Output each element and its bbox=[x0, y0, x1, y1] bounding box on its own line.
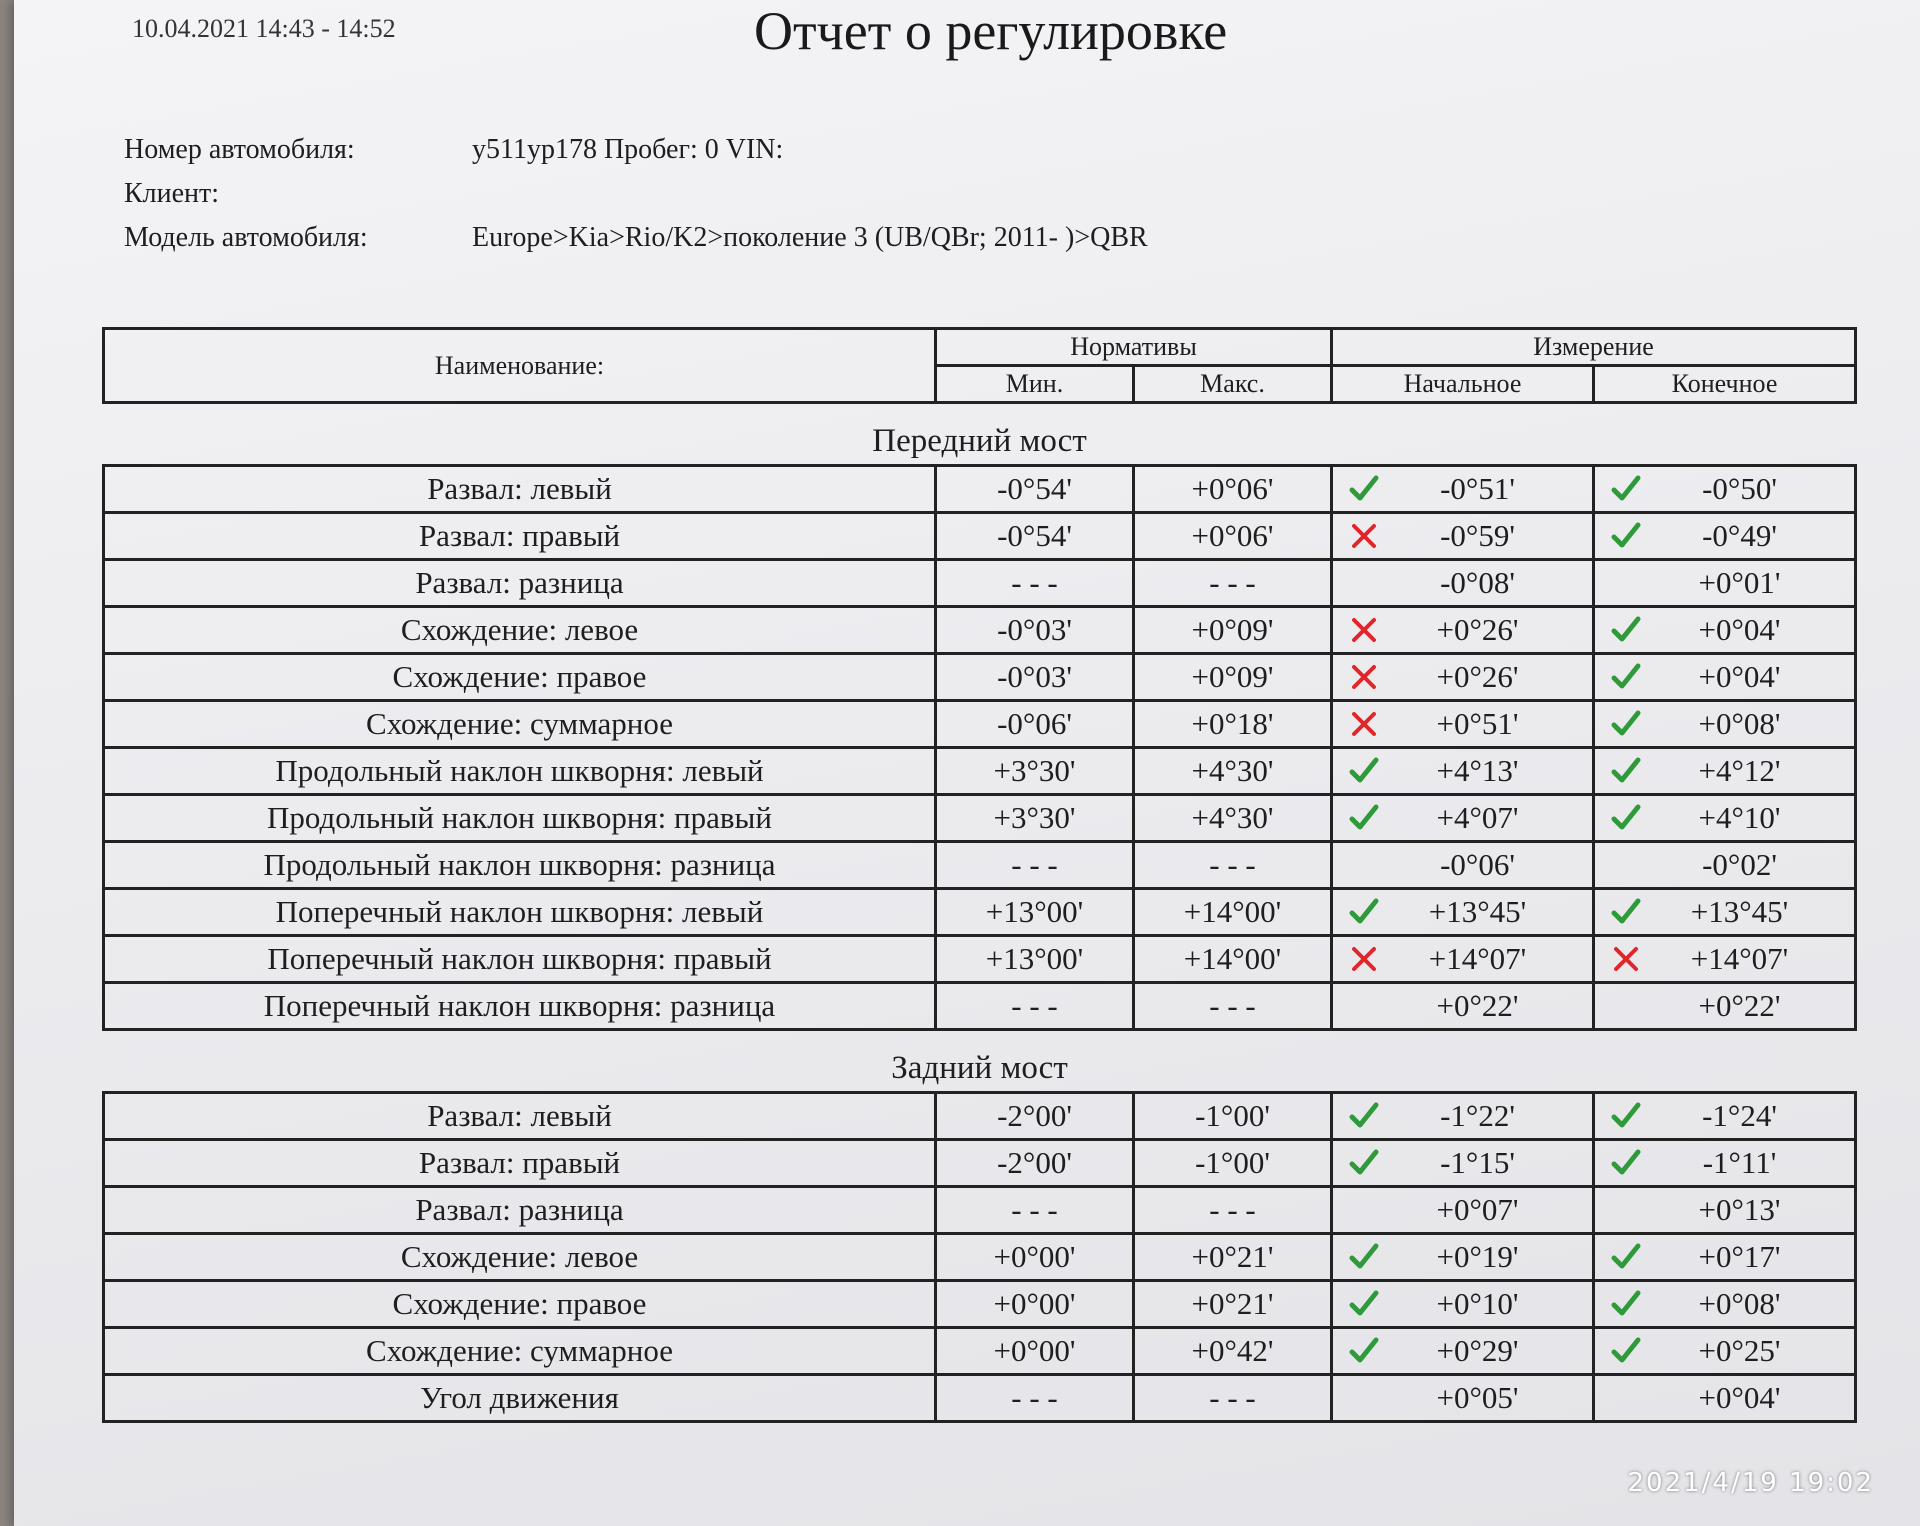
final-measurement bbox=[1594, 466, 1856, 513]
parameter-name: Развал: разница bbox=[104, 1187, 936, 1234]
parameter-name: Угол движения bbox=[104, 1375, 936, 1422]
final-measurement-value: +0°08' bbox=[1698, 1286, 1781, 1321]
check-icon bbox=[1609, 801, 1643, 835]
min-value: +13°00' bbox=[936, 889, 1134, 936]
final-measurement-value: +14°07' bbox=[1690, 941, 1789, 976]
check-icon bbox=[1609, 1146, 1643, 1180]
parameter-name: Развал: левый bbox=[104, 466, 936, 513]
initial-measurement bbox=[1332, 513, 1594, 560]
initial-measurement-value: -0°08' bbox=[1440, 565, 1515, 600]
rear-axle-title: Задний мост bbox=[104, 1030, 1856, 1093]
cross-icon bbox=[1347, 942, 1381, 976]
min-value: - - - bbox=[936, 1187, 1134, 1234]
min-value: - - - bbox=[936, 842, 1134, 889]
initial-measurement bbox=[1332, 748, 1594, 795]
max-value: - - - bbox=[1134, 560, 1332, 607]
cross-icon bbox=[1347, 519, 1381, 553]
front-table-row bbox=[104, 513, 1856, 560]
initial-measurement bbox=[1332, 795, 1594, 842]
check-icon bbox=[1347, 801, 1381, 835]
initial-column-header: Начальное bbox=[1332, 366, 1594, 403]
final-measurement-value: +0°08' bbox=[1698, 706, 1781, 741]
check-icon bbox=[1609, 1334, 1643, 1368]
initial-measurement-value: -1°22' bbox=[1440, 1098, 1515, 1133]
check-icon bbox=[1609, 519, 1643, 553]
initial-measurement-value: +0°51' bbox=[1436, 706, 1519, 741]
initial-measurement bbox=[1332, 1140, 1594, 1187]
max-value: +4°30' bbox=[1134, 748, 1332, 795]
initial-measurement bbox=[1332, 936, 1594, 983]
cross-icon bbox=[1609, 942, 1643, 976]
min-value: -0°03' bbox=[936, 654, 1134, 701]
max-value: +0°42' bbox=[1134, 1328, 1332, 1375]
max-value: +0°18' bbox=[1134, 701, 1332, 748]
initial-measurement-value: +0°05' bbox=[1436, 1380, 1519, 1415]
front-table-row bbox=[104, 701, 1856, 748]
parameter-name: Продольный наклон шкворня: разница bbox=[104, 842, 936, 889]
initial-measurement-value: +0°29' bbox=[1436, 1333, 1519, 1368]
rear-table-row bbox=[104, 1328, 1856, 1375]
check-icon bbox=[1347, 1334, 1381, 1368]
final-measurement bbox=[1594, 1281, 1856, 1328]
check-icon bbox=[1609, 472, 1643, 506]
min-value: -0°03' bbox=[936, 607, 1134, 654]
check-icon bbox=[1347, 1146, 1381, 1180]
front-table-row bbox=[104, 748, 1856, 795]
parameter-name: Схождение: суммарное bbox=[104, 701, 936, 748]
initial-measurement-value: -0°51' bbox=[1440, 471, 1515, 506]
front-table-row bbox=[104, 560, 1856, 607]
initial-measurement-value: +0°10' bbox=[1436, 1286, 1519, 1321]
final-measurement-value: +4°12' bbox=[1698, 753, 1781, 788]
final-measurement-value: +0°01' bbox=[1698, 565, 1781, 600]
final-measurement bbox=[1594, 889, 1856, 936]
min-value: - - - bbox=[936, 560, 1134, 607]
check-icon bbox=[1609, 1287, 1643, 1321]
vehicle-info bbox=[124, 128, 1148, 260]
initial-measurement bbox=[1332, 842, 1594, 889]
initial-measurement bbox=[1332, 701, 1594, 748]
final-measurement bbox=[1594, 1140, 1856, 1187]
front-axle-section bbox=[104, 403, 1856, 1030]
max-value: +14°00' bbox=[1134, 889, 1332, 936]
final-measurement-value: +0°04' bbox=[1698, 659, 1781, 694]
final-measurement-value: +13°45' bbox=[1690, 894, 1789, 929]
final-measurement bbox=[1594, 654, 1856, 701]
name-column-header: Наименование: bbox=[104, 329, 936, 403]
alignment-table bbox=[102, 327, 1857, 1423]
final-measurement bbox=[1594, 1234, 1856, 1281]
norms-header: Нормативы bbox=[936, 329, 1332, 366]
max-value: +14°00' bbox=[1134, 936, 1332, 983]
final-measurement bbox=[1594, 1187, 1856, 1234]
check-icon bbox=[1609, 1099, 1643, 1133]
final-measurement-value: -1°11' bbox=[1702, 1145, 1777, 1180]
final-measurement bbox=[1594, 560, 1856, 607]
front-table-row bbox=[104, 842, 1856, 889]
max-value: +4°30' bbox=[1134, 795, 1332, 842]
parameter-name: Схождение: правое bbox=[104, 654, 936, 701]
check-icon bbox=[1609, 707, 1643, 741]
max-value: - - - bbox=[1134, 842, 1332, 889]
min-value: -0°54' bbox=[936, 513, 1134, 560]
min-value: +0°00' bbox=[936, 1281, 1134, 1328]
front-table-row bbox=[104, 607, 1856, 654]
max-value: - - - bbox=[1134, 1187, 1332, 1234]
final-measurement-value: -0°02' bbox=[1702, 847, 1777, 882]
front-axle-title: Передний мост bbox=[104, 403, 1856, 466]
min-value: -0°06' bbox=[936, 701, 1134, 748]
check-icon bbox=[1609, 895, 1643, 929]
check-icon bbox=[1347, 1240, 1381, 1274]
final-measurement bbox=[1594, 842, 1856, 889]
parameter-name: Схождение: левое bbox=[104, 607, 936, 654]
client-label: Клиент: bbox=[124, 178, 220, 209]
client-row bbox=[124, 172, 1148, 216]
table-header bbox=[104, 329, 1856, 403]
report-datetime: 10.04.2021 14:43 - 14:52 bbox=[132, 14, 396, 43]
final-measurement-value: -0°49' bbox=[1702, 518, 1777, 553]
initial-measurement-value: -0°59' bbox=[1440, 518, 1515, 553]
final-measurement-value: +0°17' bbox=[1698, 1239, 1781, 1274]
check-icon bbox=[1609, 613, 1643, 647]
initial-measurement-value: +0°26' bbox=[1436, 659, 1519, 694]
max-value: +0°06' bbox=[1134, 466, 1332, 513]
min-column-header: Мин. bbox=[936, 366, 1134, 403]
initial-measurement-value: +14°07' bbox=[1428, 941, 1527, 976]
check-icon bbox=[1347, 1287, 1381, 1321]
initial-measurement bbox=[1332, 983, 1594, 1030]
initial-measurement bbox=[1332, 466, 1594, 513]
initial-measurement-value: +0°26' bbox=[1436, 612, 1519, 647]
initial-measurement-value: +0°19' bbox=[1436, 1239, 1519, 1274]
min-value: +13°00' bbox=[936, 936, 1134, 983]
max-value: -1°00' bbox=[1134, 1093, 1332, 1140]
parameter-name: Схождение: левое bbox=[104, 1234, 936, 1281]
final-column-header: Конечное bbox=[1594, 366, 1856, 403]
final-measurement bbox=[1594, 748, 1856, 795]
parameter-name: Схождение: суммарное bbox=[104, 1328, 936, 1375]
final-measurement-value: +0°04' bbox=[1698, 1380, 1781, 1415]
plate-row bbox=[124, 128, 1148, 172]
model-value: Europe>Kia>Rio/K2>поколение 3 (UB/QBr; 2011- )>QBR bbox=[472, 222, 1148, 253]
parameter-name: Поперечный наклон шкворня: разница bbox=[104, 983, 936, 1030]
parameter-name: Развал: левый bbox=[104, 1093, 936, 1140]
parameter-name: Продольный наклон шкворня: правый bbox=[104, 795, 936, 842]
initial-measurement bbox=[1332, 1234, 1594, 1281]
cross-icon bbox=[1347, 613, 1381, 647]
max-value: +0°21' bbox=[1134, 1281, 1332, 1328]
check-icon bbox=[1347, 1099, 1381, 1133]
min-value: +0°00' bbox=[936, 1328, 1134, 1375]
min-value: -2°00' bbox=[936, 1093, 1134, 1140]
front-table-row bbox=[104, 466, 1856, 513]
rear-table-row bbox=[104, 1140, 1856, 1187]
rear-table-row bbox=[104, 1281, 1856, 1328]
front-table-row bbox=[104, 795, 1856, 842]
rear-axle-section bbox=[104, 1030, 1856, 1422]
max-value: +0°09' bbox=[1134, 607, 1332, 654]
front-table-row bbox=[104, 889, 1856, 936]
plate-value: у511ур178 Пробег: 0 VIN: bbox=[472, 134, 784, 165]
rear-table-row bbox=[104, 1234, 1856, 1281]
parameter-name: Поперечный наклон шкворня: левый bbox=[104, 889, 936, 936]
initial-measurement bbox=[1332, 1375, 1594, 1422]
min-value: -0°54' bbox=[936, 466, 1134, 513]
measurement-header: Измерение bbox=[1332, 329, 1856, 366]
initial-measurement-value: -1°15' bbox=[1440, 1145, 1515, 1180]
initial-measurement-value: +0°07' bbox=[1436, 1192, 1519, 1227]
front-table-row bbox=[104, 936, 1856, 983]
initial-measurement-value: +0°22' bbox=[1436, 988, 1519, 1023]
photo-timestamp: 2021/4/19 19:02 bbox=[1627, 1468, 1874, 1498]
initial-measurement-value: +4°07' bbox=[1436, 800, 1519, 835]
initial-measurement bbox=[1332, 1281, 1594, 1328]
front-table-row bbox=[104, 654, 1856, 701]
parameter-name: Развал: правый bbox=[104, 513, 936, 560]
parameter-name: Продольный наклон шкворня: левый bbox=[104, 748, 936, 795]
final-measurement bbox=[1594, 513, 1856, 560]
final-measurement bbox=[1594, 1093, 1856, 1140]
final-measurement bbox=[1594, 701, 1856, 748]
min-value: - - - bbox=[936, 983, 1134, 1030]
model-label: Модель автомобиля: bbox=[124, 222, 368, 253]
max-value: - - - bbox=[1134, 983, 1332, 1030]
initial-measurement bbox=[1332, 560, 1594, 607]
parameter-name: Развал: правый bbox=[104, 1140, 936, 1187]
final-measurement-value: +0°22' bbox=[1698, 988, 1781, 1023]
final-measurement bbox=[1594, 1375, 1856, 1422]
check-icon bbox=[1609, 754, 1643, 788]
max-value: +0°21' bbox=[1134, 1234, 1332, 1281]
final-measurement-value: +0°13' bbox=[1698, 1192, 1781, 1227]
initial-measurement bbox=[1332, 1328, 1594, 1375]
initial-measurement bbox=[1332, 654, 1594, 701]
final-measurement-value: +0°25' bbox=[1698, 1333, 1781, 1368]
min-value: +3°30' bbox=[936, 795, 1134, 842]
check-icon bbox=[1347, 895, 1381, 929]
cross-icon bbox=[1347, 660, 1381, 694]
final-measurement-value: -1°24' bbox=[1702, 1098, 1777, 1133]
initial-measurement bbox=[1332, 1093, 1594, 1140]
check-icon bbox=[1347, 754, 1381, 788]
initial-measurement-value: -0°06' bbox=[1440, 847, 1515, 882]
final-measurement bbox=[1594, 607, 1856, 654]
initial-measurement bbox=[1332, 607, 1594, 654]
final-measurement-value: -0°50' bbox=[1702, 471, 1777, 506]
min-value: - - - bbox=[936, 1375, 1134, 1422]
check-icon bbox=[1609, 1240, 1643, 1274]
initial-measurement bbox=[1332, 889, 1594, 936]
max-column-header: Макс. bbox=[1134, 366, 1332, 403]
initial-measurement-value: +13°45' bbox=[1428, 894, 1527, 929]
final-measurement bbox=[1594, 936, 1856, 983]
min-value: -2°00' bbox=[936, 1140, 1134, 1187]
parameter-name: Развал: разница bbox=[104, 560, 936, 607]
parameter-name: Схождение: правое bbox=[104, 1281, 936, 1328]
final-measurement bbox=[1594, 1328, 1856, 1375]
rear-table-row bbox=[104, 1375, 1856, 1422]
initial-measurement bbox=[1332, 1187, 1594, 1234]
front-table-row bbox=[104, 983, 1856, 1030]
check-icon bbox=[1347, 472, 1381, 506]
rear-table-row bbox=[104, 1187, 1856, 1234]
max-value: - - - bbox=[1134, 1375, 1332, 1422]
max-value: +0°09' bbox=[1134, 654, 1332, 701]
final-measurement bbox=[1594, 795, 1856, 842]
model-row bbox=[124, 216, 1148, 260]
final-measurement-value: +0°04' bbox=[1698, 612, 1781, 647]
report-sheet bbox=[14, 0, 1920, 1526]
max-value: -1°00' bbox=[1134, 1140, 1332, 1187]
max-value: +0°06' bbox=[1134, 513, 1332, 560]
rear-table-row bbox=[104, 1093, 1856, 1140]
min-value: +3°30' bbox=[936, 748, 1134, 795]
final-measurement-value: +4°10' bbox=[1698, 800, 1781, 835]
check-icon bbox=[1609, 660, 1643, 694]
plate-label: Номер автомобиля: bbox=[124, 134, 355, 165]
final-measurement bbox=[1594, 983, 1856, 1030]
parameter-name: Поперечный наклон шкворня: правый bbox=[104, 936, 936, 983]
report-title: Отчет о регулировке bbox=[754, 1, 1228, 61]
cross-icon bbox=[1347, 707, 1381, 741]
initial-measurement-value: +4°13' bbox=[1436, 753, 1519, 788]
min-value: +0°00' bbox=[936, 1234, 1134, 1281]
